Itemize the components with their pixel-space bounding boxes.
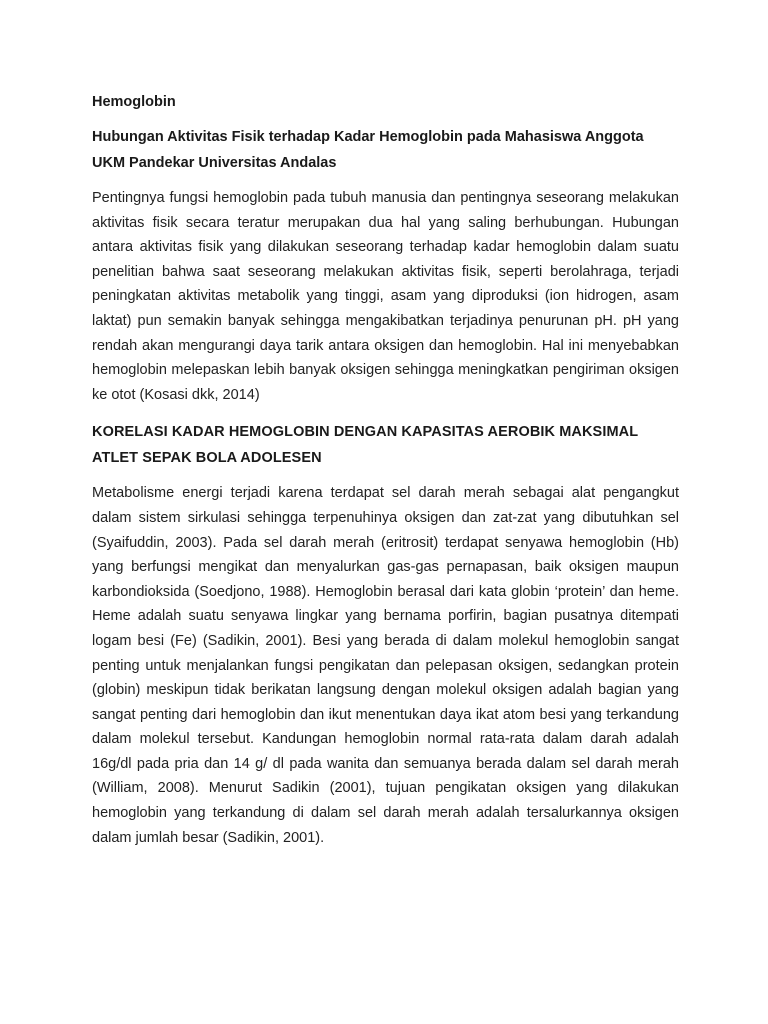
section-paragraph-1: Pentingnya fungsi hemoglobin pada tubuh manusia dan pentingnya seseorang melakukan aktivitas fisik secara teratur merupakan dua hal yang saling berhubungan. Hubungan antara aktivitas fisik yang dilakukan seseorang terhadap kadar hemoglobin dalam suatu penelitian bahwa saat seseorang melakukan aktivitas fisik, seperti berolahraga, terjadi peningkatan aktivitas metabolik yang tinggi, asam yang diproduksi (ion hidrogen, asam laktat) pun semakin banyak sehingga mengakibatkan terjadinya penurunan pH. pH yang rendah akan mengurangi daya tarik antara oksigen dan hemoglobin. Hal ini menyebabkan hemoglobin melepaskan lebih banyak oksigen sehingga meningkatkan pengiriman oksigen ke otot (Kosasi dkk, 2014) — [92, 190, 679, 403]
section-heading-2: KORELASI KADAR HEMOGLOBIN DENGAN KAPASITAS AEROBIK MAKSIMAL ATLET SEPAK BOLA ADOLESEN — [92, 424, 638, 467]
document-title: Hemoglobin — [92, 94, 176, 110]
section-heading-1: Hubungan Aktivitas Fisik terhadap Kadar Hemoglobin pada Mahasiswa Anggota UKM Pandekar Universitas Andalas — [92, 129, 644, 171]
section-paragraph-2: Metabolisme energi terjadi karena terdapat sel darah merah sebagai alat pengangkut dalam sistem sirkulasi sehingga terpenuhinya oksigen dan zat-zat yang dibutuhkan sel (Syaifuddin, 2003). Pada sel darah merah (eritrosit) terdapat senyawa hemoglobin (Hb) yang berfungsi mengikat dan menyalurkan gas-gas pernapasan, baik oksigen maupun karbondioksida (Soedjono, 1988). Hemoglobin berasal dari kata globin ‘protein’ dan heme. Heme adalah suatu senyawa lingkar yang bernama porfirin, bagian pusatnya ditempati logam besi (Fe) (Sadikin, 2001). Besi yang berada di dalam molekul hemoglobin sangat penting untuk menjalankan fungsi pengikatan dan pelepasan oksigen, sedangkan protein (globin) meskipun tidak berikatan langsung dengan molekul oksigen adalah bagian yang sangat penting dari hemoglobin dan ikut menentukan daya ikat atom besi yang terkandung dalam molekul tersebut. Kandungan hemoglobin normal rata-rata dalam darah adalah 16g/dl pada pria dan 14 g/ dl pada wanita dan semuanya berada dalam sel darah merah (William, 2008). Menurut Sadikin (2001), tujuan pengikatan oksigen yang dilakukan hemoglobin yang terkandung di dalam sel darah merah adalah tersalurkannya oksigen dalam jumlah besar (Sadikin, 2001). — [92, 485, 679, 846]
document-page — [92, 90, 679, 862]
